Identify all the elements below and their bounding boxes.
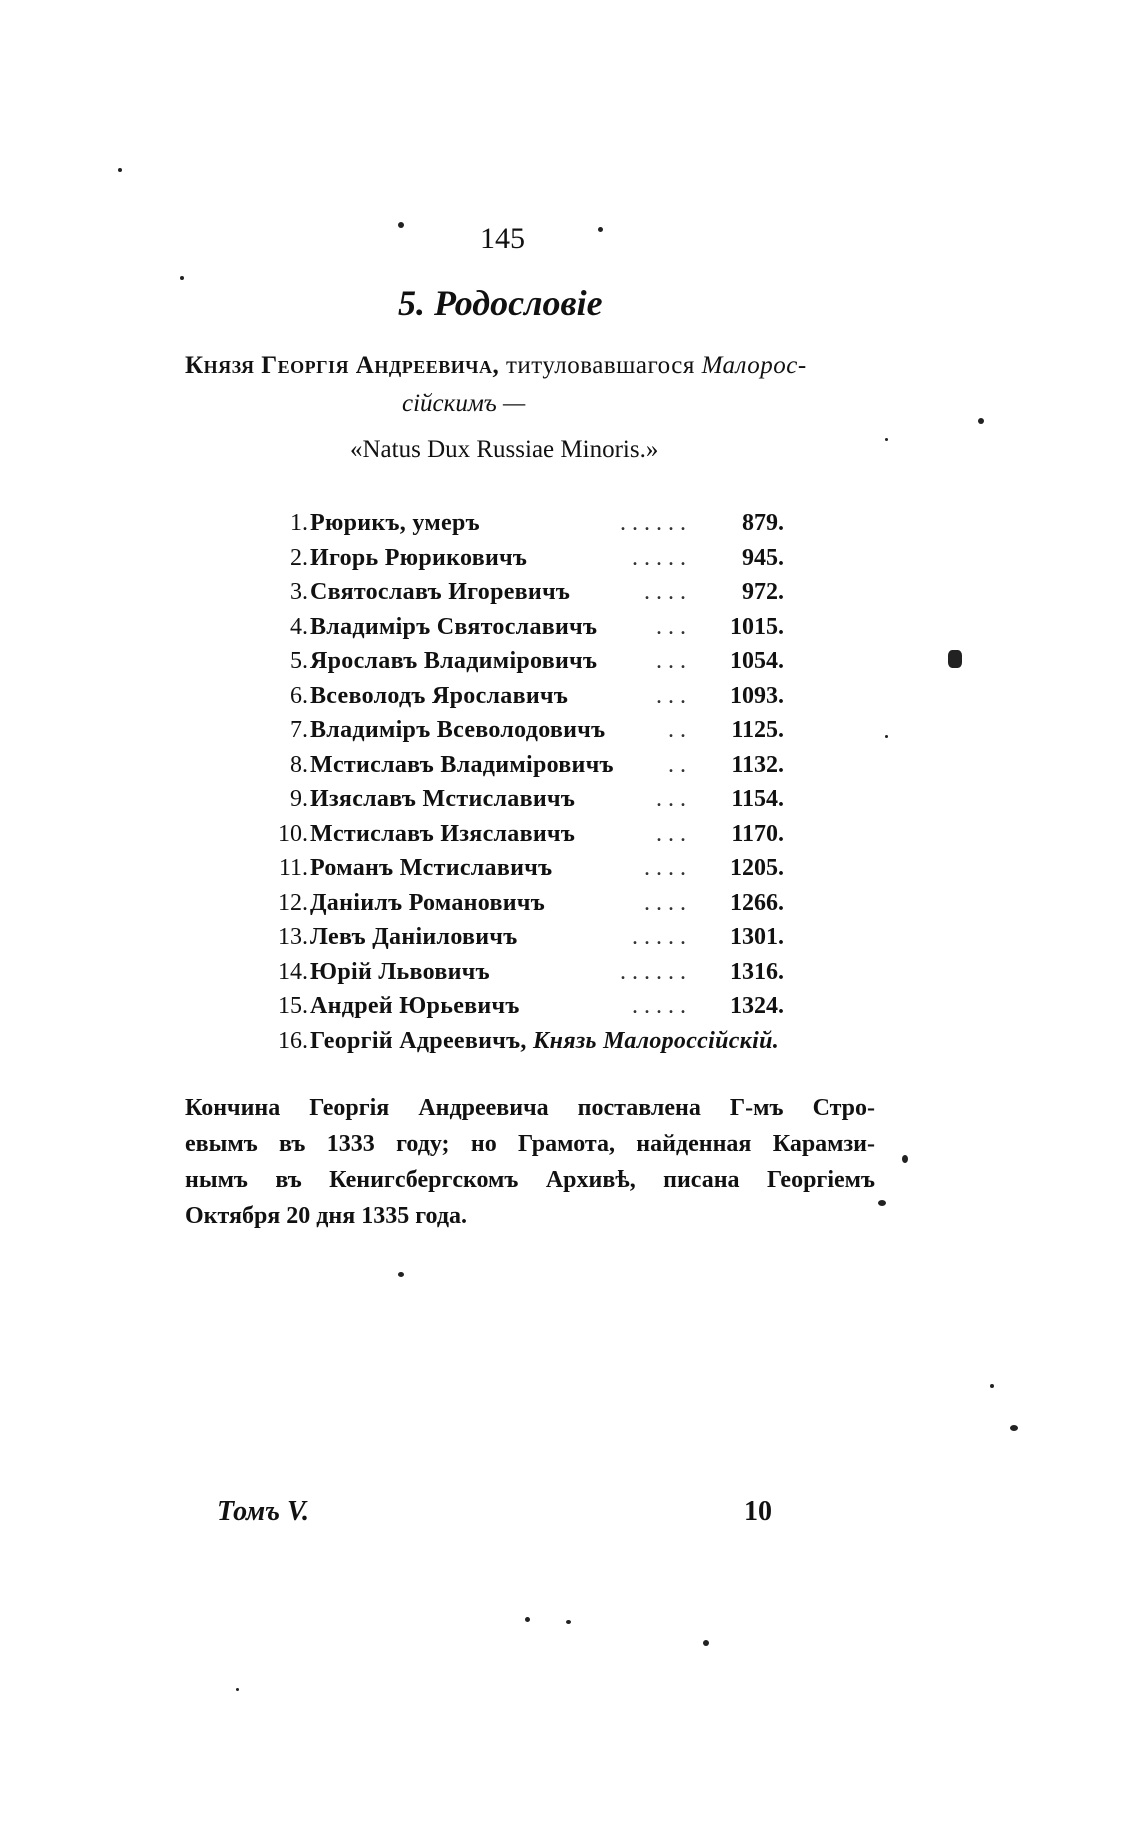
death-year: 1170. xyxy=(731,820,784,847)
section-heading: 5. Родословіе xyxy=(398,283,603,323)
ink-speck xyxy=(885,735,888,738)
ruler-name-text: Рюрикъ, умеръ xyxy=(310,510,480,536)
footer-signature-mark: 10 xyxy=(744,1496,772,1527)
ruler-name-text: Святославъ Игоревичъ xyxy=(310,579,571,605)
ink-speck xyxy=(118,168,122,172)
genealogy-row xyxy=(250,713,870,748)
leader-dots: .... xyxy=(644,579,692,605)
ruler-name xyxy=(310,851,552,886)
death-year: 1205. xyxy=(730,855,784,881)
ruler-name-text: Георгій Адреевичъ, xyxy=(310,1027,527,1054)
ink-speck xyxy=(978,418,984,424)
ink-speck xyxy=(703,1640,709,1646)
generation-number: 1. xyxy=(290,510,308,536)
ruler-name xyxy=(310,506,480,541)
ruler-name-text: Игорь Рюриковичъ xyxy=(310,544,528,571)
generation-number: 4. xyxy=(290,613,308,640)
leader-dots: ... xyxy=(656,786,692,812)
death-year: 972. xyxy=(742,579,784,605)
death-year: 1324. xyxy=(730,993,784,1019)
generation-number: 13. xyxy=(278,924,308,950)
death-year: 1301. xyxy=(730,924,784,950)
closing-line: нымъ въ Кенигсбергскомъ Архивѣ, писана Георгіемъ xyxy=(185,1167,875,1193)
ink-speck xyxy=(398,1272,404,1277)
genealogy-row xyxy=(250,610,870,645)
death-year: 1054. xyxy=(730,648,784,674)
ink-speck xyxy=(990,1384,994,1388)
ink-speck xyxy=(236,1688,239,1691)
generation-number: 10. xyxy=(278,820,308,847)
death-year: 1125. xyxy=(731,717,784,743)
genealogy-row xyxy=(250,920,870,955)
leader-dots: .. xyxy=(668,751,692,778)
genealogy-row xyxy=(250,679,870,714)
genealogy-row xyxy=(250,989,870,1024)
genealogy-row xyxy=(250,575,870,610)
ruler-name xyxy=(310,955,490,990)
ink-speck xyxy=(902,1155,908,1163)
genealogy-row xyxy=(250,541,870,576)
leader-dots: ... xyxy=(656,820,692,847)
ink-speck xyxy=(598,227,603,232)
death-year: 1266. xyxy=(730,889,784,916)
genealogy-row xyxy=(250,955,870,990)
ruler-name-text: Андрей Юрьевичъ xyxy=(310,993,520,1019)
ruler-name xyxy=(310,886,545,921)
ink-speck xyxy=(948,650,962,668)
generation-number: 12. xyxy=(278,889,308,916)
genealogy-row xyxy=(250,782,870,817)
ruler-name-text: Ярославъ Владиміровичъ xyxy=(310,648,598,674)
closing-line: евымъ въ 1333 году; но Грамота, найденная Карамзи- xyxy=(185,1131,875,1157)
intro-title-start: Малорос- xyxy=(701,352,807,379)
genealogy-row xyxy=(250,851,870,886)
leader-dots: ...... xyxy=(620,510,692,536)
death-year: 879. xyxy=(742,510,784,536)
death-year: 1132. xyxy=(731,751,784,778)
intro-line-1 xyxy=(185,352,807,380)
leader-dots: ...... xyxy=(620,958,692,985)
ink-speck xyxy=(1010,1425,1018,1431)
ruler-name-text: Изяславъ Мстиславичъ xyxy=(310,786,576,812)
ruler-title: Князь Малороссійскій. xyxy=(533,1027,780,1054)
genealogy-row xyxy=(250,886,870,921)
closing-line: Кончина Георгія Андреевича поставлена Г-мъ Стро- xyxy=(185,1095,875,1121)
ruler-name-text: Владиміръ Всеволодовичъ xyxy=(310,717,606,743)
death-year: 1093. xyxy=(730,682,784,709)
intro-latin-motto: «Natus Dux Russiae Minoris.» xyxy=(350,436,659,463)
ruler-name-text: Даніилъ Романовичъ xyxy=(310,889,546,916)
generation-number: 7. xyxy=(290,717,308,743)
leader-dots: .. xyxy=(668,717,692,743)
generation-number: 14. xyxy=(278,958,308,985)
footer-volume: Томъ V. xyxy=(217,1496,310,1527)
genealogy-list xyxy=(250,506,870,1058)
leader-dots: ..... xyxy=(632,993,692,1019)
ink-speck xyxy=(180,276,184,280)
ruler-name-text: Романъ Мстиславичъ xyxy=(310,855,553,881)
leader-dots: ... xyxy=(656,682,692,709)
ink-speck xyxy=(885,438,888,441)
death-year: 1316. xyxy=(730,958,784,985)
ruler-name-text: Мстиславъ Владиміровичъ xyxy=(310,751,614,778)
leader-dots: ..... xyxy=(632,924,692,950)
genealogy-row xyxy=(250,1024,870,1059)
generation-number: 6. xyxy=(290,682,308,709)
ink-speck xyxy=(878,1200,886,1206)
leader-dots: .... xyxy=(644,855,692,881)
generation-number: 9. xyxy=(290,786,308,812)
ruler-name xyxy=(310,541,527,576)
closing-line: Октября 20 дня 1335 года. xyxy=(185,1203,467,1229)
leader-dots: ... xyxy=(656,613,692,640)
generation-number: 2. xyxy=(290,544,308,571)
ruler-name-text: Юрій Львовичъ xyxy=(310,958,490,985)
ruler-name xyxy=(310,920,518,955)
generation-number: 8. xyxy=(290,751,308,778)
genealogy-row xyxy=(250,748,870,783)
generation-number: 15. xyxy=(278,993,308,1019)
generation-number: 3. xyxy=(290,579,308,605)
death-year: 945. xyxy=(742,544,784,571)
leader-dots: ... xyxy=(656,648,692,674)
closing-paragraph xyxy=(185,1090,875,1234)
death-year: 1154. xyxy=(731,786,784,812)
leader-dots: ..... xyxy=(632,544,692,571)
genealogy-row xyxy=(250,817,870,852)
ink-speck xyxy=(525,1617,530,1622)
page-number: 145 xyxy=(480,222,525,255)
ink-speck xyxy=(566,1620,571,1624)
ruler-name-text: Левъ Даніиловичъ xyxy=(310,924,518,950)
ruler-name-text: Всеволодъ Ярославичъ xyxy=(310,682,569,709)
intro-prince-name: Князя Георгія Андреевича, xyxy=(185,352,500,379)
intro-titled: титуловавшагося xyxy=(505,352,695,379)
intro-line-2: сійскимъ — xyxy=(402,390,526,417)
genealogy-row xyxy=(250,644,870,679)
genealogy-row xyxy=(250,506,870,541)
leader-dots: .... xyxy=(644,889,692,916)
ruler-name xyxy=(310,989,520,1024)
generation-number: 11. xyxy=(278,855,308,881)
ruler-name-text: Владиміръ Святославичъ xyxy=(310,613,598,640)
ink-speck xyxy=(398,222,404,228)
generation-number: 16. xyxy=(278,1027,308,1054)
generation-number: 5. xyxy=(290,648,308,674)
ruler-name xyxy=(310,1024,779,1059)
death-year: 1015. xyxy=(730,613,784,640)
ruler-name-text: Мстиславъ Изяславичъ xyxy=(310,820,576,847)
